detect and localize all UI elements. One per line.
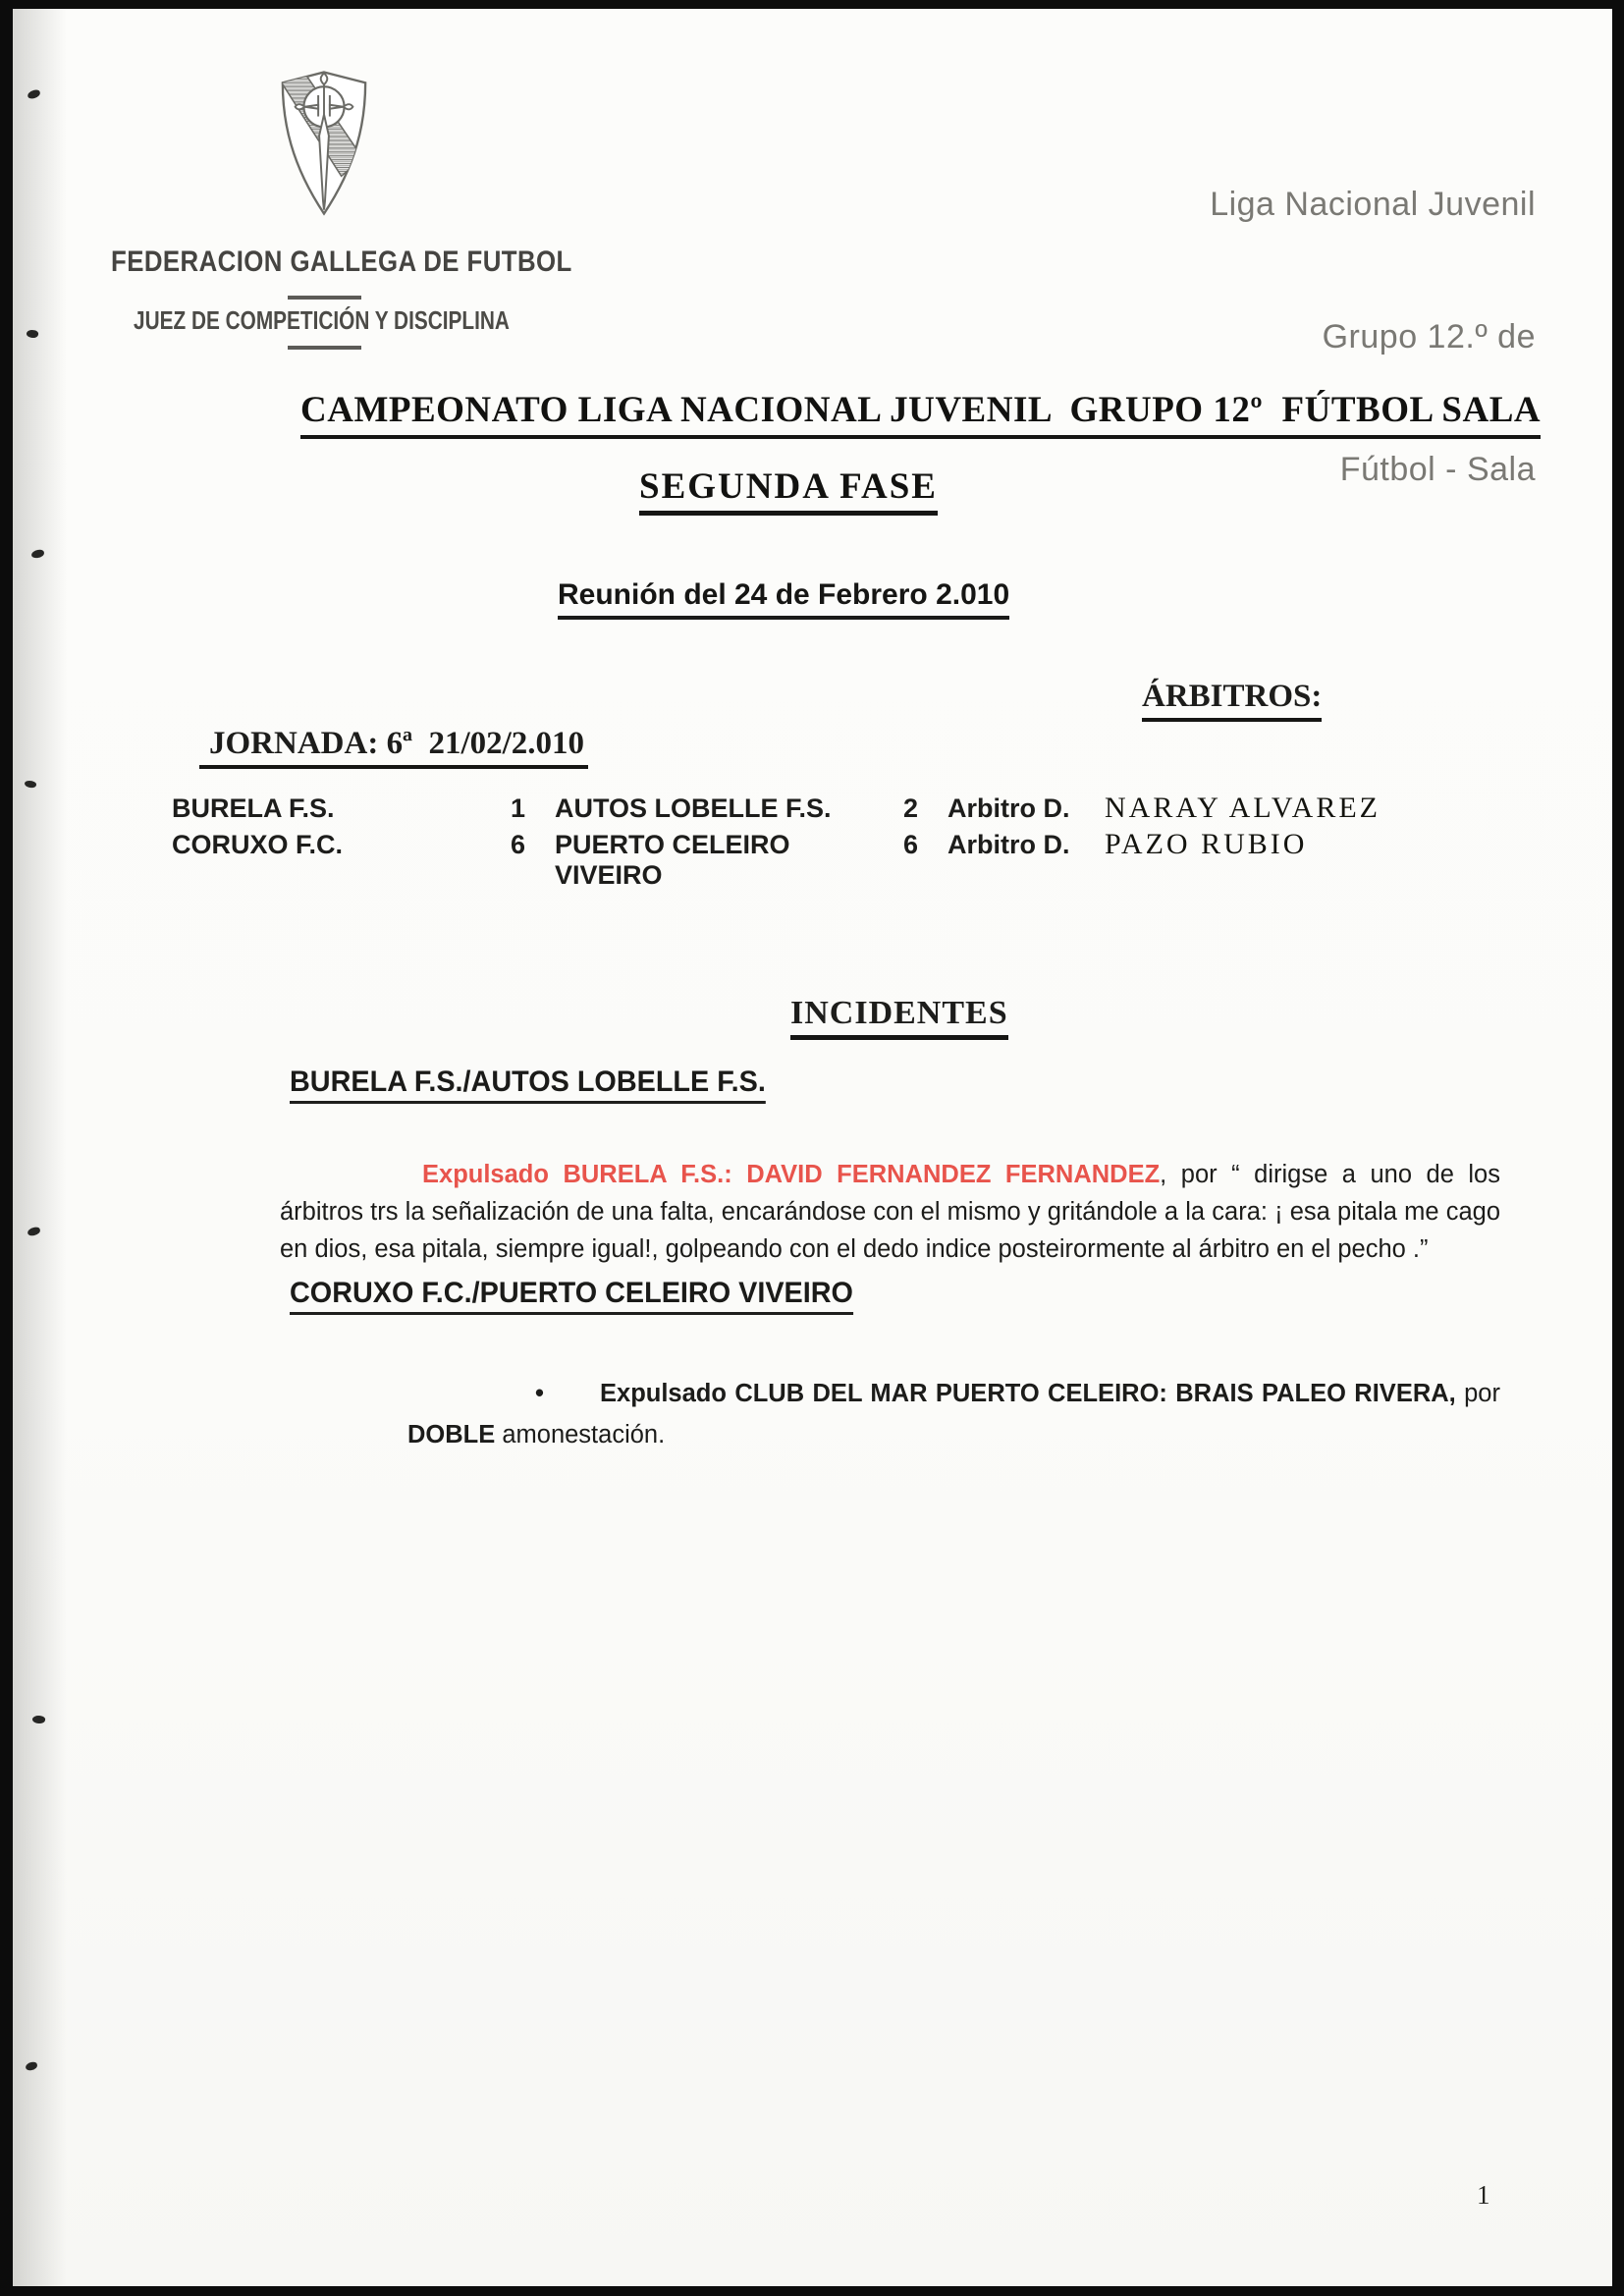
incident-body-text: por [1455, 1379, 1500, 1407]
incident-section-title: BURELA F.S./AUTOS LOBELLE F.S. [290, 1066, 766, 1104]
page-number: 1 [1477, 2180, 1490, 2210]
expelled-player-text: Expulsado BURELA F.S.: DAVID FERNANDEZ FERNANDEZ [422, 1160, 1161, 1188]
home-team: BURELA F.S. [172, 793, 335, 823]
header-rule [288, 346, 361, 350]
referee-name: PAZO RUBIO [1105, 828, 1308, 860]
scan-shadow [13, 0, 67, 2296]
home-team: CORUXO F.C. [172, 830, 344, 859]
incident-paragraph [407, 1373, 1500, 1455]
org-name: FEDERACION GALLEGA DE FUTBOL [111, 246, 572, 278]
table-row [172, 792, 1488, 828]
incident-bold-text: DOBLE [407, 1420, 496, 1449]
org-subtitle: JUEZ DE COMPETICIÓN Y DISCIPLINA [134, 305, 510, 335]
league-line-1: Liga Nacional Juvenil [1210, 186, 1536, 223]
scan-edge-left [0, 0, 13, 2296]
matchday-heading: JORNADA: 6ª 21/02/2.010 [199, 726, 588, 769]
referee-label: Arbitro D. [947, 793, 1070, 823]
federation-crest-logo [276, 59, 372, 228]
league-line-2: Grupo 12.º de [1322, 318, 1536, 355]
results-table [172, 792, 1488, 890]
incident-section-title: CORUXO F.C./PUERTO CELEIRO VIVEIRO [290, 1277, 853, 1315]
expelled-player-text: Expulsado CLUB DEL MAR PUERTO CELEIRO: BRAIS PALEO RIVERA, [600, 1379, 1456, 1407]
scan-edge-top [0, 0, 1624, 9]
referee-name: NARAY ALVAREZ [1105, 792, 1381, 824]
referees-heading: ÁRBITROS: [1142, 679, 1322, 722]
league-line-3: Fútbol - Sala [1339, 451, 1536, 488]
away-team: AUTOS LOBELLE F.S. [555, 793, 832, 823]
meeting-title: Reunión del 24 de Febrero 2.010 [558, 578, 1009, 620]
bullet-icon: • [535, 1379, 544, 1407]
away-team: PUERTO CELEIRO VIVEIRO [555, 830, 790, 890]
incidents-heading: INCIDENTES [790, 995, 1008, 1040]
referee-label: Arbitro D. [947, 830, 1070, 859]
away-score: 2 [903, 793, 919, 823]
scan-edge-right [1612, 0, 1624, 2296]
home-score: 1 [511, 793, 526, 823]
header-rule [288, 296, 361, 300]
table-row [172, 828, 1488, 890]
incident-paragraph [280, 1156, 1500, 1268]
league-block [1210, 94, 1536, 536]
incident-body-text: amonestación. [495, 1420, 666, 1449]
away-score: 6 [903, 830, 919, 859]
scan-edge-bottom [0, 2286, 1624, 2296]
home-score: 6 [511, 830, 526, 859]
incident-body-text: , por “ dirigse a uno de los árbitros trs la señalización de una falta, encarándose con el mismo y gritándole a la cara: ¡ esa pitala me cago en dios, esa pitala, siempre igual!, golpeando con el dedo indice posteirormente al árbitro en el pecho .” [280, 1160, 1500, 1263]
phase-title: SEGUNDA FASE [639, 465, 938, 516]
document-title: CAMPEONATO LIGA NACIONAL JUVENIL GRUPO 12º FÚTBOL SALA [300, 389, 1541, 439]
